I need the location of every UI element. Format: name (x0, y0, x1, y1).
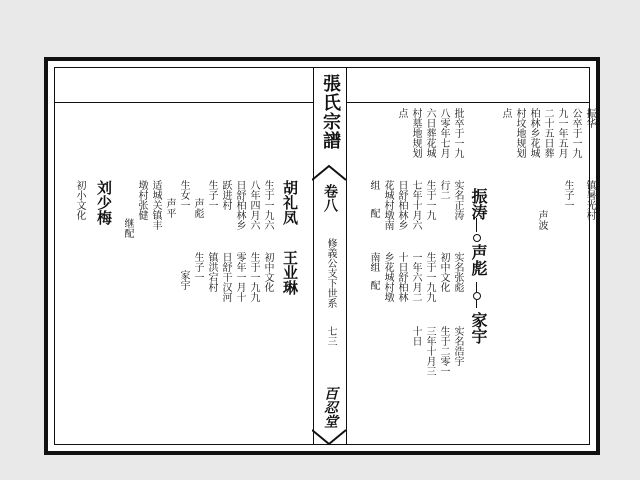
jy-birth-3: 十日 (410, 326, 421, 346)
hu-daughter-count: 生女一 (178, 180, 189, 210)
sb-birth-4: 乡花城村墩 (382, 252, 393, 302)
zt-birth-4: 花城村墩南 (382, 180, 393, 230)
wang-birth-3: 日舒干汉河 (220, 252, 231, 302)
page-frame (54, 67, 595, 445)
hu-birth-2: 八年四月六 (248, 180, 259, 230)
chevron-bottom-icon (312, 428, 346, 446)
page-number: 七三 (325, 326, 336, 346)
hu-daughter-marriage-2: 墩村张健 (136, 180, 147, 220)
zt-death-2: 八零年七月 (438, 108, 449, 158)
lineage-zhentao: 振涛 (469, 188, 488, 220)
spouse-hu-lifeng: 胡礼凤 (281, 180, 299, 225)
hu-birth-3: 日舒柏林乡 (234, 180, 245, 230)
jy-birth-2: 三年十月三 (424, 326, 435, 376)
sb-edu: 初中文化 (438, 252, 449, 292)
zhenhua-son-count: 生子一 (562, 180, 573, 210)
death-line-2: 九一年五月 (556, 108, 567, 158)
zt-death-3: 六日葬花城 (424, 108, 435, 158)
zhenhua-son-name: 声波 (536, 210, 547, 230)
sb-birth-5: 南组 (368, 252, 379, 272)
section-label: 修義公支下世系 (325, 238, 336, 308)
spine-column (313, 68, 347, 444)
wang-birth-4: 镇洪宕村 (206, 252, 217, 292)
hu-son-name: 声彪 (192, 198, 203, 218)
sb-spouse-mark: 配 (368, 280, 379, 290)
lineage-connector (476, 282, 477, 292)
lineage-node (473, 234, 481, 242)
wang-edu: 初中文化 (262, 252, 273, 292)
chevron-top-icon (312, 164, 346, 182)
wang-birth-1: 生于一九九 (248, 252, 259, 302)
death-line-6: 点 (500, 108, 511, 118)
liu-edu: 初小文化 (74, 180, 85, 220)
entry-zhenhua-name: 振华 (584, 108, 595, 128)
zt-real-name: 实名正涛 (452, 180, 463, 220)
hu-daughter-marriage-1: 适城关镇丰 (150, 180, 161, 230)
hall-name: 百忍堂 (322, 386, 338, 428)
death-line-1: 公卒于一九 (570, 108, 581, 158)
zt-rank: 行二 (438, 180, 449, 200)
hu-birth-4: 跃进村 (220, 180, 231, 210)
book-title: 張氏宗譜 (320, 74, 341, 150)
lineage-connector (476, 218, 477, 232)
hu-remarried: 继配 (122, 218, 133, 238)
wang-son-name: 家宇 (178, 270, 189, 290)
jy-real-name: 实名浩宇 (452, 326, 463, 366)
wang-birth-2: 零年一月十 (234, 252, 245, 302)
lineage-node (473, 292, 481, 300)
hu-daughter-name: 声平 (164, 198, 175, 218)
sb-real-name: 实名张彪 (452, 252, 463, 292)
lineage-shengbiao: 声彪 (469, 244, 488, 276)
zt-birth-5: 组 (368, 180, 379, 190)
zt-death-5: 点 (396, 108, 407, 118)
zhenhua-spouse-place: 镇暑光村 (584, 180, 595, 220)
zt-death-1: 批卒于一九 (452, 108, 463, 158)
zt-death-4: 村墓地规划 (410, 108, 421, 158)
zt-birth-3: 日舒柏林乡 (396, 180, 407, 230)
zt-birth-1: 生于一九 (424, 180, 435, 220)
hu-son-count: 生子一 (206, 180, 217, 210)
spouse-wang-yelin: 王业琳 (281, 250, 299, 295)
genealogy-page (44, 57, 600, 455)
zt-birth-2: 七年十月六 (410, 180, 421, 230)
death-line-3: 二十五日葬 (542, 108, 553, 158)
lineage-connector (476, 300, 477, 308)
sb-birth-1: 生于一九九 (424, 252, 435, 302)
death-line-5: 村坟地规划 (514, 108, 525, 158)
death-line-4: 柏林乡花城 (528, 108, 539, 158)
sb-birth-2: 一年六月二 (410, 252, 421, 302)
lineage-jiayu: 家宇 (469, 312, 488, 344)
hu-birth-1: 生于一九六 (262, 180, 273, 230)
volume-label: 卷八 (322, 184, 338, 212)
zt-spouse-mark: 配 (368, 208, 379, 218)
wang-son-count: 生子一 (192, 252, 203, 282)
sb-birth-3: 十日舒柏林 (396, 252, 407, 302)
jy-birth-1: 生于二零一 (438, 326, 449, 376)
spouse-liu-shaomei: 刘少梅 (95, 180, 113, 225)
